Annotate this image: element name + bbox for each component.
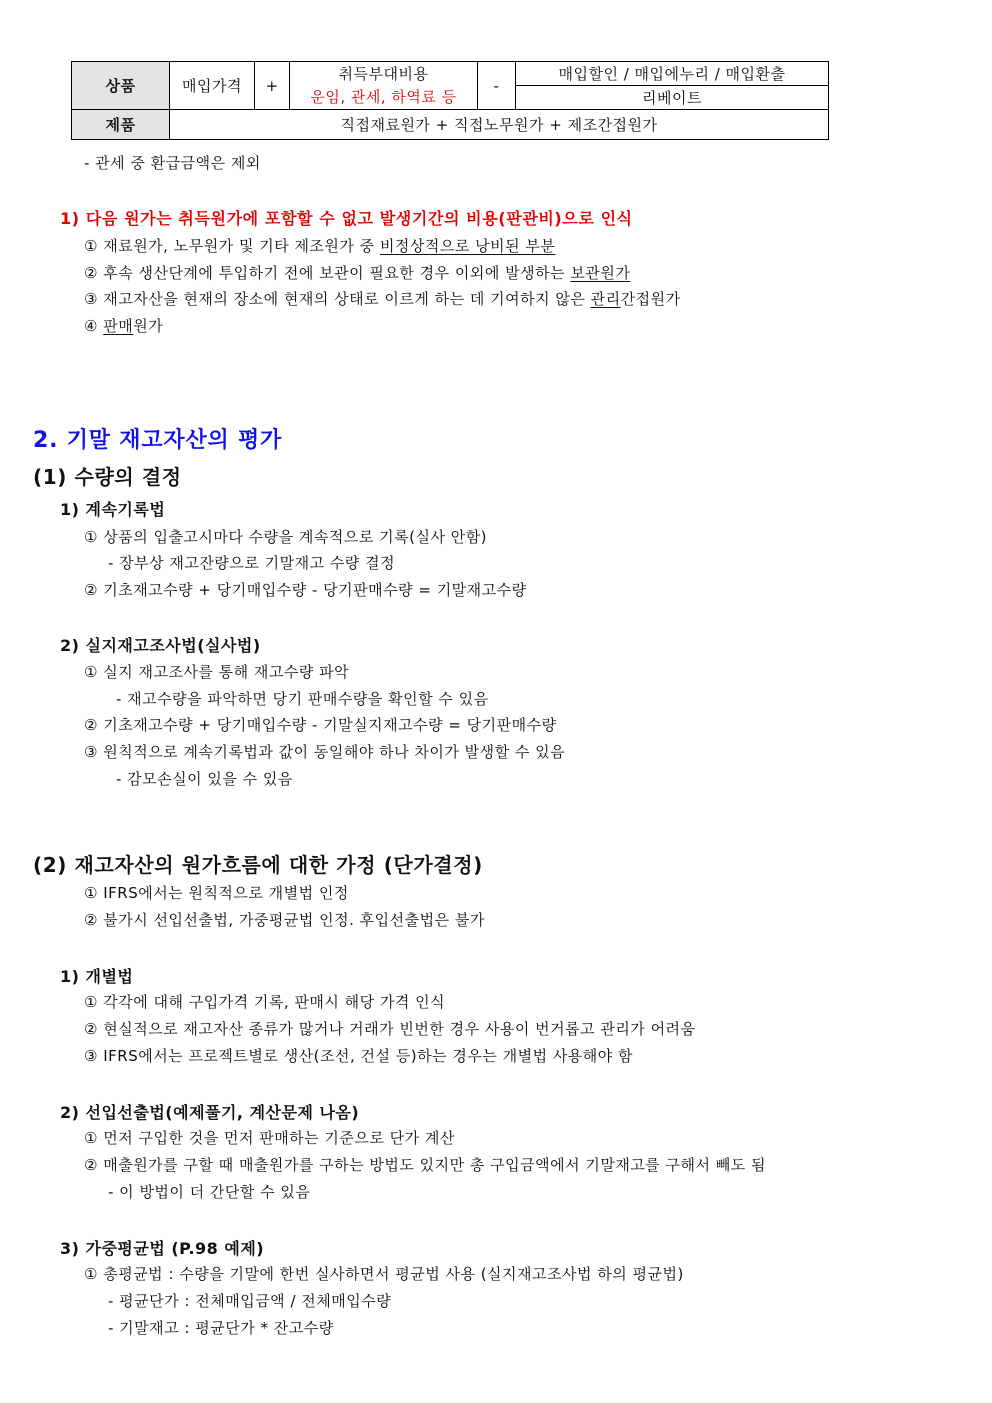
periodic-item-2: ② 기초재고수량 + 당기매입수량 - 기말실지재고수량 = 당기판매수량 (84, 716, 557, 734)
subsection-2-item-1: ① IFRS에서는 원칙적으로 개별법 인정 (84, 884, 349, 902)
subsection-1-title: (1) 수량의 결정 (33, 465, 182, 489)
specific-item-1: ① 각각에 대해 구입가격 기록, 판매시 해당 가격 인식 (84, 993, 446, 1011)
periodic-title: 2) 실지재고조사법(실사법) (60, 636, 261, 655)
incidental-cost-title: 취득부대비용 (338, 64, 429, 83)
tariff-note: - 관세 중 환급금액은 제외 (84, 154, 261, 172)
exclusion-item-4 (84, 316, 163, 336)
weighted-item-1-sub-2: - 기말재고 : 평균단가 * 잔고수량 (108, 1319, 334, 1337)
exclusion-item-4-tail: 원가 (133, 317, 164, 335)
periodic-item-1: ① 실지 재고조사를 통해 재고수량 파악 (84, 663, 350, 681)
row-label-goods: 상품 (72, 62, 170, 110)
exclusion-item-3-text: ③ 재고자산을 현재의 장소에 현재의 상태로 이르게 하는 데 기여하지 않은 (84, 290, 591, 308)
specific-item-2: ② 현실적으로 재고자산 종류가 많거나 거래가 빈번한 경우 사용이 번거롭고 관리가 어려움 (84, 1020, 696, 1038)
subsection-2-item-2: ② 불가시 선입선출법, 가중평균법 인정. 후입선출법은 불가 (84, 911, 485, 929)
deduction-cell-2: 리베이트 (516, 86, 829, 110)
fifo-item-2: ② 매출원가를 구할 때 매출원가를 구하는 방법도 있지만 총 구입금액에서 기말재고를 구해서 빼도 됨 (84, 1156, 767, 1174)
minus-sign: - (478, 62, 516, 110)
perpetual-item-1-sub: - 장부상 재고잔량으로 기말재고 수량 결정 (108, 554, 396, 572)
exclusion-item-2-underlined: 보관원가 (570, 264, 631, 282)
exclusion-item-3-underlined: 관리 (590, 290, 621, 308)
cost-table (71, 61, 829, 140)
exclusion-item-4-text: ④ (84, 317, 104, 335)
purchase-price-cell: 매입가격 (170, 62, 255, 110)
perpetual-item-2: ② 기초재고수량 + 당기매입수량 - 당기판매수량 = 기말재고수량 (84, 581, 527, 599)
weighted-title: 3) 가중평균법 (P.98 예제) (60, 1239, 265, 1258)
exclusion-item-1 (84, 236, 555, 256)
row-label-products: 제품 (72, 110, 170, 140)
periodic-item-1-sub: - 재고수량을 파악하면 당기 판매수량을 확인할 수 있음 (116, 690, 489, 708)
weighted-item-1-sub-1: - 평균단가 : 전체매입금액 / 전체매입수량 (108, 1292, 392, 1310)
exclusion-heading: 1) 다음 원가는 취득원가에 포함할 수 없고 발생기간의 비용(판관비)으로 인식 (60, 209, 633, 228)
periodic-item-3-sub: - 감모손실이 있을 수 있음 (116, 770, 293, 788)
exclusion-item-3-tail: 간접원가 (620, 290, 681, 308)
plus-sign: + (255, 62, 290, 110)
exclusion-item-1-underlined: 비정상적으로 낭비된 부분 (379, 237, 556, 255)
periodic-item-3: ③ 원칙적으로 계속기록법과 값이 동일해야 하나 차이가 발생할 수 있음 (84, 743, 566, 761)
subsection-2-title: (2) 재고자산의 원가흐름에 대한 가정 (단가결정) (33, 853, 483, 877)
fifo-item-2-sub: - 이 방법이 더 간단할 수 있음 (108, 1183, 311, 1201)
exclusion-item-4-underlined: 판매 (103, 317, 134, 335)
product-cost-formula: 직접재료원가 + 직접노무원가 + 제조간접원가 (170, 110, 829, 140)
exclusion-item-3 (84, 289, 681, 309)
specific-title: 1) 개별법 (60, 967, 134, 986)
incidental-cost-items: 운임, 관세, 하역료 등 (310, 87, 457, 106)
fifo-item-1: ① 먼저 구입한 것을 먼저 판매하는 기준으로 단가 계산 (84, 1129, 455, 1147)
exclusion-item-1-text: ① 재료원가, 노무원가 및 기타 제조원가 중 (84, 237, 380, 255)
incidental-cost-cell (290, 62, 478, 110)
exclusion-item-2 (84, 263, 630, 283)
perpetual-item-1: ① 상품의 입출고시마다 수량을 계속적으로 기록(실사 안함) (84, 528, 488, 546)
weighted-item-1: ① 총평균법 : 수량을 기말에 한번 실사하면서 평균법 사용 (실지재고조사법 하의 평균법) (84, 1265, 684, 1283)
section-2-title: 2. 기말 재고자산의 평가 (33, 428, 283, 453)
specific-item-3: ③ IFRS에서는 프로젝트별로 생산(조선, 건설 등)하는 경우는 개별법 사용해야 함 (84, 1047, 634, 1065)
exclusion-item-2-text: ② 후속 생산단계에 투입하기 전에 보관이 필요한 경우 이외에 발생하는 (84, 264, 571, 282)
perpetual-title: 1) 계속기록법 (60, 500, 166, 519)
fifo-title: 2) 선입선출법(예제풀기, 계산문제 나옴) (60, 1103, 360, 1122)
deduction-cell-1: 매입할인 / 매입에누리 / 매입환출 (516, 62, 829, 86)
